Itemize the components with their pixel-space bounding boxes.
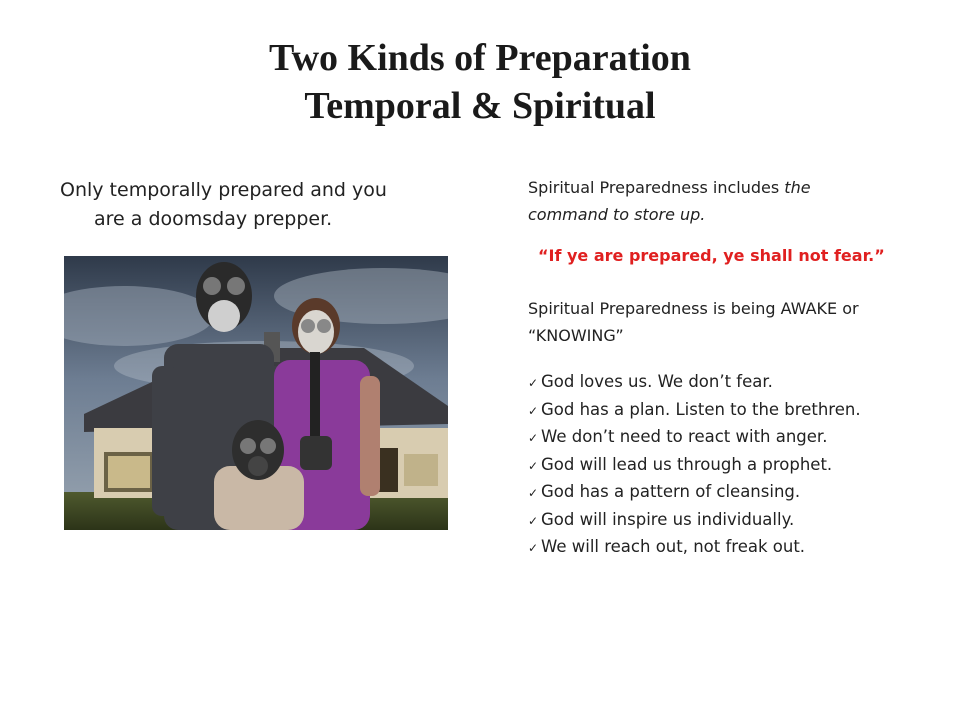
preparedness-paragraph-1	[528, 174, 948, 228]
left-caption-line-1: Only temporally prepared and you	[60, 179, 387, 201]
left-caption-line-2: are a doomsday prepper.	[94, 208, 333, 230]
para2-line-1: Spiritual Preparedness is being AWAKE or	[528, 299, 859, 318]
checkmark-icon: ✓	[528, 403, 539, 418]
list-item: ✓ We will reach out, not freak out.	[528, 534, 948, 562]
left-caption	[60, 176, 450, 234]
list-item: ✓ God loves us. We don’t fear.	[528, 369, 948, 397]
family-gas-mask-photo	[64, 256, 448, 530]
checkmark-icon: ✓	[528, 431, 539, 445]
list-item: ✓ God has a plan. Listen to the brethren.	[528, 397, 948, 425]
checkmark-icon: ✓	[528, 376, 539, 390]
slide-title	[0, 34, 960, 130]
photo-illustration	[64, 256, 448, 530]
checkmark-icon: ✓	[528, 458, 539, 473]
checklist	[528, 369, 948, 562]
title-line-2: Temporal & Spiritual	[304, 85, 656, 127]
list-item: ✓ God will lead us through a prophet.	[528, 452, 948, 480]
para1-plain: Spiritual Preparedness includes	[528, 178, 785, 197]
checkmark-icon: ✓	[528, 486, 539, 500]
para2-line-2: “KNOWING”	[528, 326, 624, 345]
right-column	[528, 174, 948, 562]
list-item: ✓ God will inspire us individually.	[528, 507, 948, 535]
scripture-quote: “If ye are prepared, ye shall not fear.”	[538, 246, 885, 265]
list-item: ✓ God has a pattern of cleansing.	[528, 479, 948, 507]
para1-italic-a: the	[784, 178, 811, 197]
preparedness-paragraph-2	[528, 295, 948, 349]
title-line-1: Two Kinds of Preparation	[269, 37, 691, 79]
checkmark-icon: ✓	[528, 541, 539, 555]
list-item: ✓ We don’t need to react with anger.	[528, 424, 948, 452]
checkmark-icon: ✓	[528, 513, 539, 528]
para1-italic-b: command to store up.	[528, 205, 706, 224]
